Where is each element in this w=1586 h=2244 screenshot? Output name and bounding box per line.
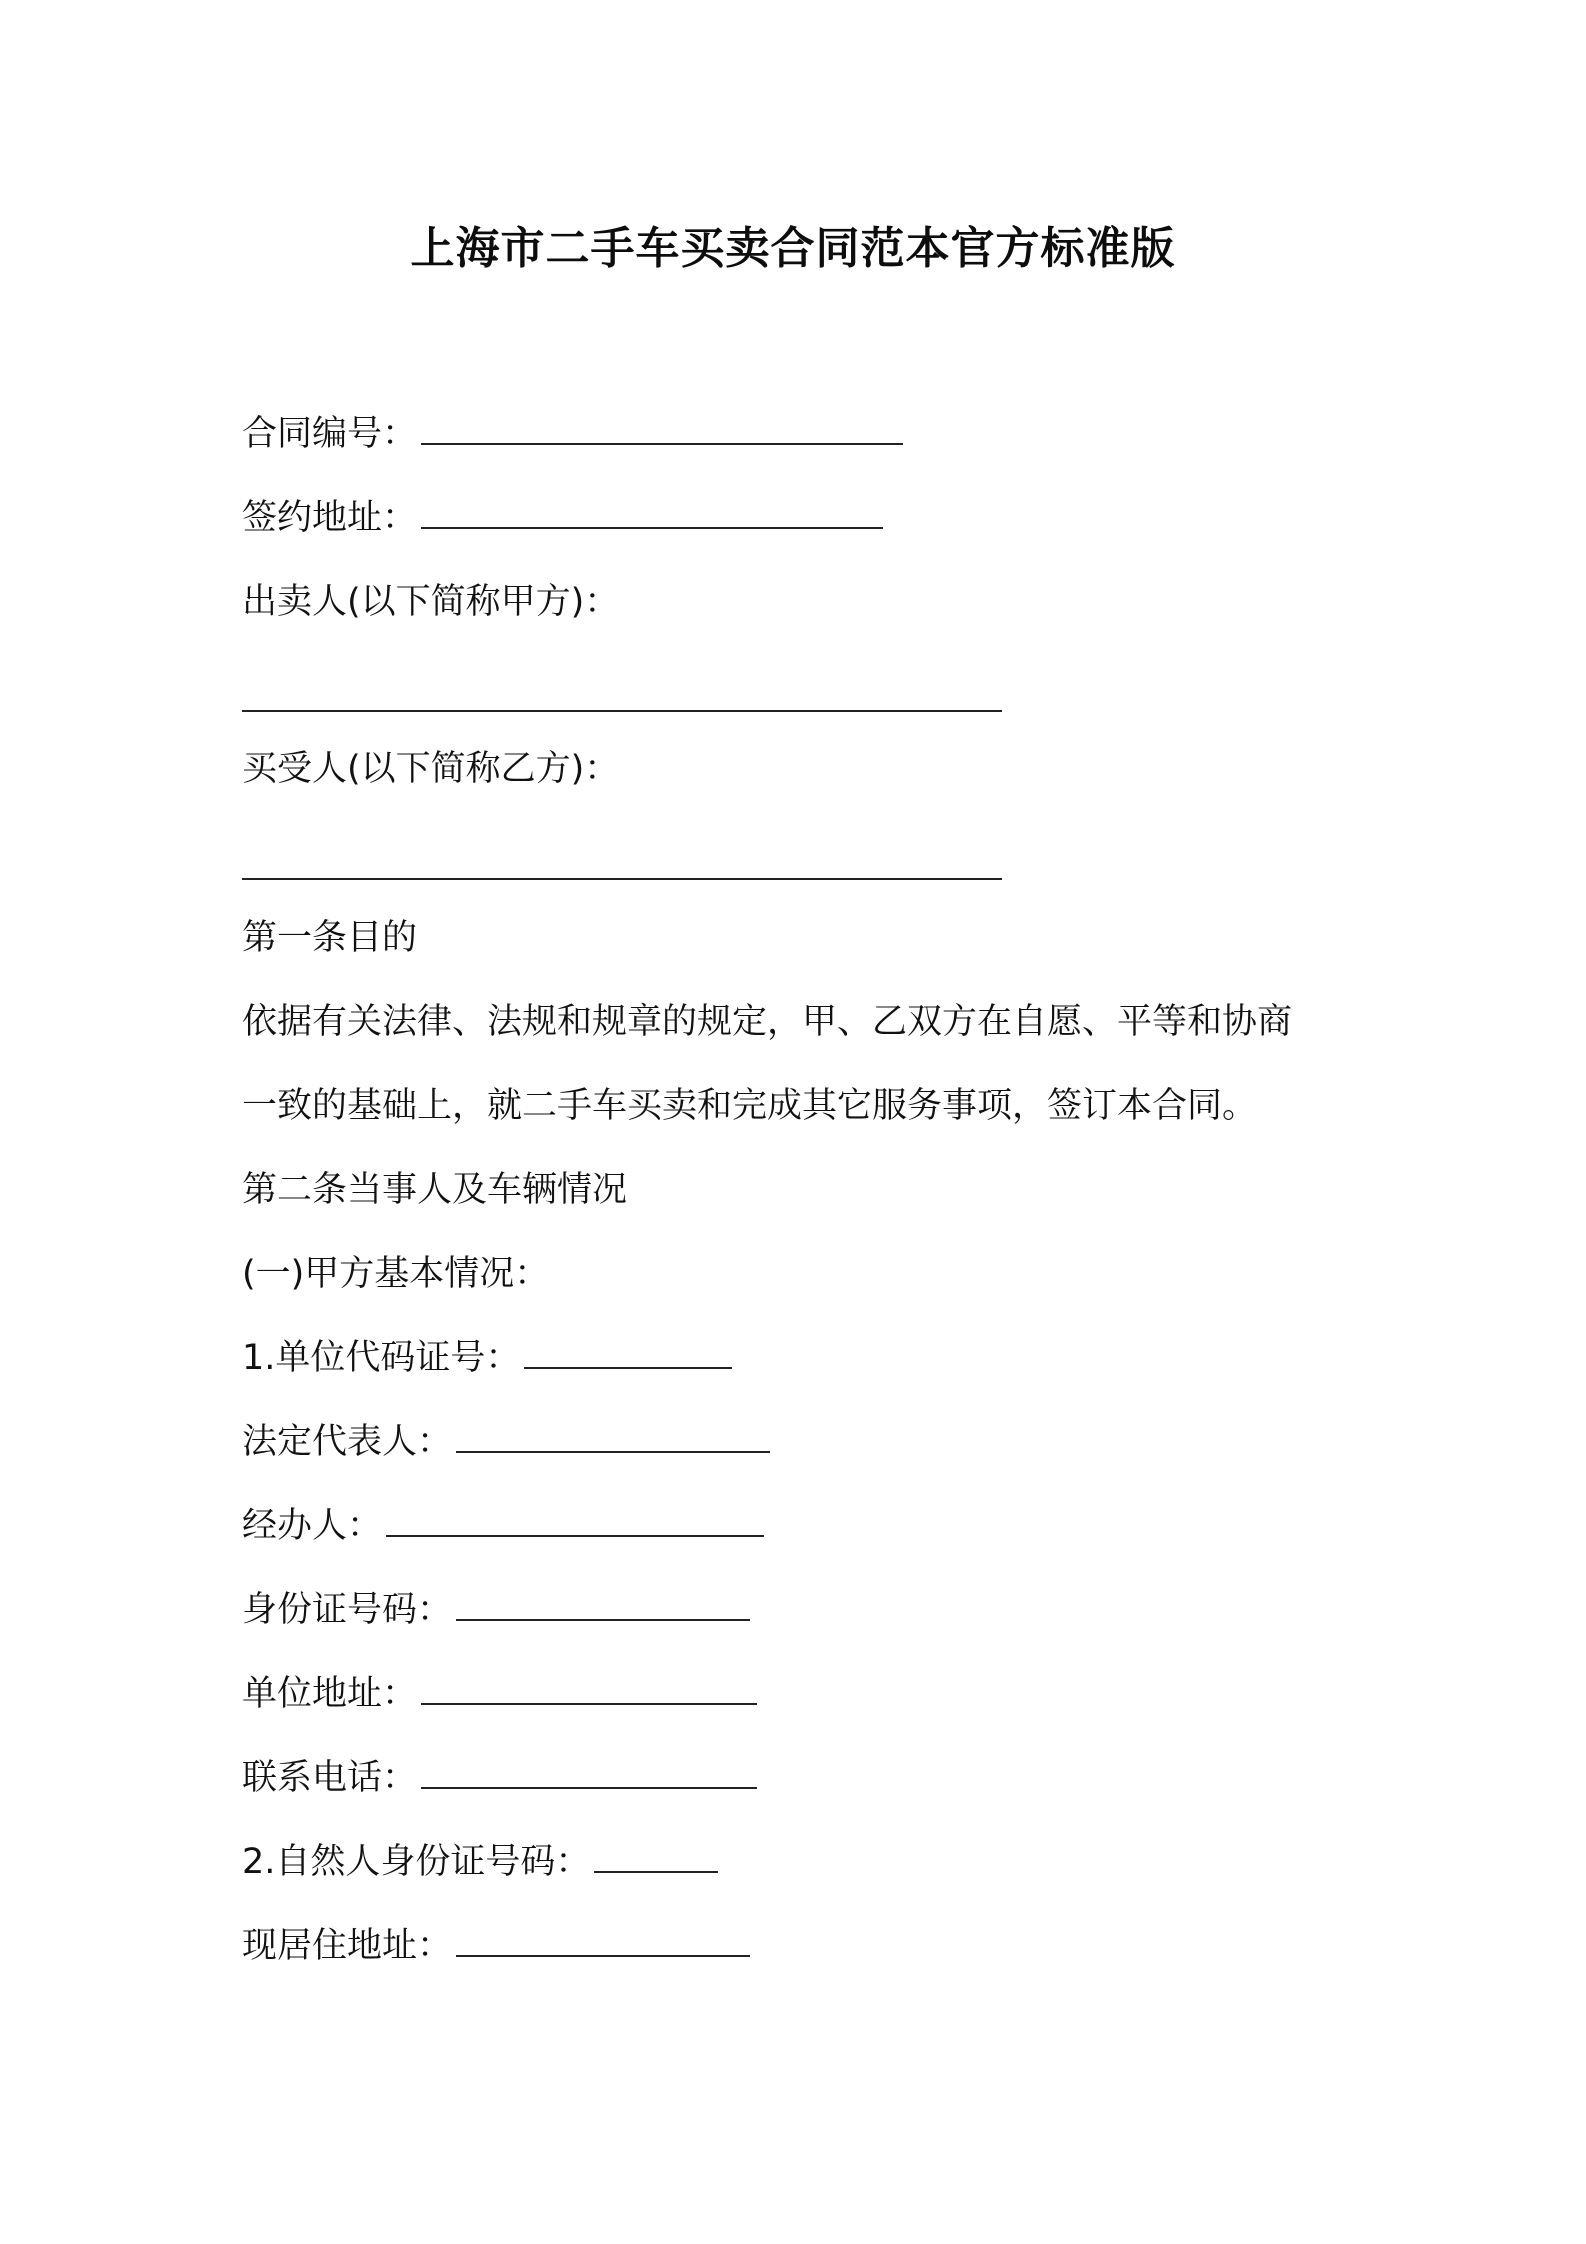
sign-address-field: [242, 494, 883, 542]
buyer-blank: [242, 878, 1002, 880]
org-address-field: [242, 1670, 757, 1718]
id-number-label: 身份证号码：: [242, 1590, 453, 1630]
seller-label: 出卖人(以下简称甲方)：: [242, 582, 620, 622]
agent-label: 经办人：: [242, 1506, 383, 1546]
org-code-field: [242, 1334, 732, 1382]
article1-text-line2: 一致的基础上，就二手车买卖和完成其它服务事项，签订本合同。: [242, 1086, 1258, 1126]
residence-label: 现居住地址：: [242, 1926, 453, 1966]
legal-rep-field: [242, 1418, 770, 1466]
article1-text-line1: 依据有关法律、法规和规章的规定，甲、乙双方在自愿、平等和协商: [242, 1002, 1293, 1042]
contract-number-field: [242, 410, 903, 458]
phone-field: [242, 1754, 757, 1802]
document-title: 上海市二手车买卖合同范本官方标准版: [410, 223, 1176, 274]
agent-field: [242, 1502, 764, 1550]
phone-blank: [421, 1757, 757, 1789]
contract-number-blank: [421, 413, 903, 445]
natural-id-field: [242, 1838, 718, 1886]
id-number-field: [242, 1586, 750, 1634]
residence-field: [242, 1922, 750, 1970]
natural-id-blank: [594, 1841, 718, 1873]
article1-heading: 第一条目的: [242, 918, 418, 958]
seller-blank: [242, 710, 1002, 712]
contract-number-label: 合同编号：: [242, 414, 418, 454]
sign-address-blank: [421, 497, 883, 529]
agent-blank: [386, 1505, 764, 1537]
residence-blank: [456, 1925, 750, 1957]
legal-rep-blank: [456, 1421, 770, 1453]
natural-id-label: 2.自然人身份证号码：: [242, 1842, 591, 1882]
party-a-basic-heading: (一)甲方基本情况：: [242, 1254, 550, 1294]
org-address-label: 单位地址：: [242, 1674, 418, 1714]
org-code-blank: [524, 1337, 732, 1369]
org-code-label: 1.单位代码证号：: [242, 1338, 521, 1378]
legal-rep-label: 法定代表人：: [242, 1422, 453, 1462]
id-number-blank: [456, 1589, 750, 1621]
buyer-label: 买受人(以下简称乙方)：: [242, 749, 620, 789]
sign-address-label: 签约地址：: [242, 498, 418, 538]
phone-label: 联系电话：: [242, 1758, 418, 1798]
org-address-blank: [421, 1673, 757, 1705]
article2-heading: 第二条当事人及车辆情况: [242, 1170, 628, 1210]
